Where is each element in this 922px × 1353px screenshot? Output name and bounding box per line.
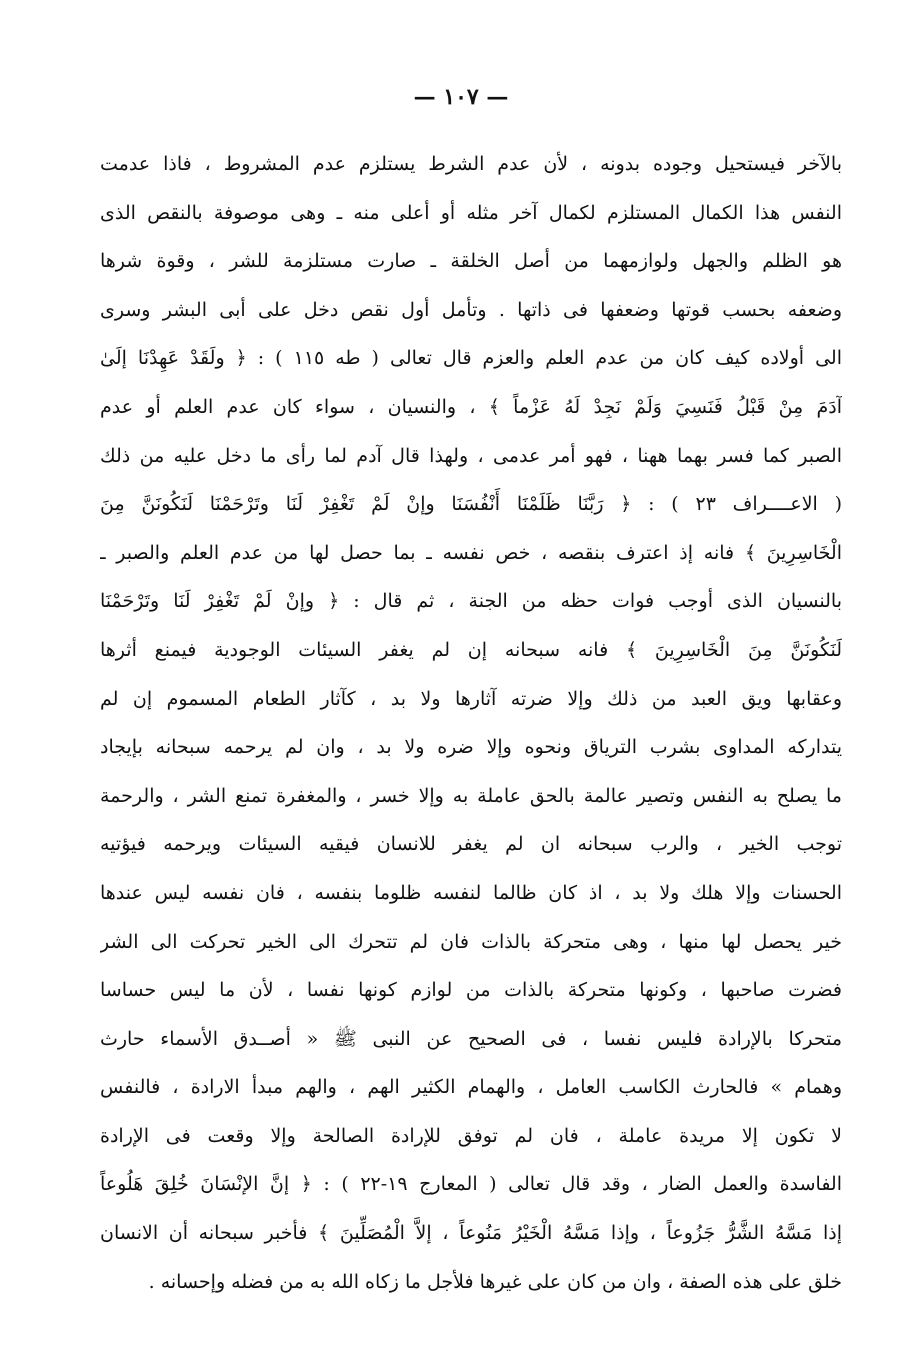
text-line: خلق على هذه الصفة ، وان من كان على غيرها فلأجل ما زكاه الله به من فضله وإحسانه . bbox=[148, 1270, 842, 1293]
text-line: ما يصلح به النفس وتصير عالمة بالحق عاملة به وإلا خسر ، والمغفرة تمنع الشر ، والرحمة bbox=[100, 784, 842, 807]
text-line: النفس هذا الكمال المستلزم لكمال آخر مثله أو أعلى منه ـ وهى موصوفة بالنقص الذى bbox=[100, 201, 842, 224]
text-line: بالنسيان الذى أوجب فوات حظه من الجنة ، ثم قال : ﴿ وإنْ لَمْ تَغْفِرْ لَنَا وتَرْحَمْنَا bbox=[100, 590, 842, 613]
text-line: الصبر كما فسر بهما ههنا ، فهو أمر عدمى ، ولهذا قال آدم لما رأى ما دخل عليه من ذلك bbox=[100, 444, 842, 467]
text-line: الى أولاده كيف كان من عدم العلم والعزم قال تعالى ( طه ١١٥ ) : ﴿ ولَقَدْ عَهِدْنَا إلَىٰ bbox=[100, 347, 842, 370]
text-line: هو الظلم والجهل ولوازمهما من أصل الخلقة ـ صارت مستلزمة للشر ، وقوة شرها bbox=[100, 250, 842, 273]
text-line: يتداركه المداوى بشرب الترياق ونحوه وإلا ضره ولا بد ، وان لم يرحمه سبحانه بإيجاد bbox=[100, 736, 842, 759]
text-line: وهمام » فالحارث الكاسب العامل ، والهمام الكثير الهم ، والهم مبدأ الارادة ، فالنفس bbox=[100, 1076, 842, 1099]
text-line: خير يحصل لها منها ، وهى متحركة بالذات فان لم تتحرك الى الخير تحركت الى الشر bbox=[100, 930, 842, 953]
text-line: الفاسدة والعمل الضار ، وقد قال تعالى ( المعارج ١٩-٢٢ ) : ﴿ إنَّ الإنْسَانَ خُلِقَ هَلُوعاً bbox=[100, 1173, 842, 1196]
page-number: — ١٠٧ — bbox=[413, 84, 509, 110]
text-line: الْخَاسِرِينَ ﴾ فانه إذ اعترف بنقصه ، خص نفسه ـ بما حصل لها من عدم العلم والصبر ـ bbox=[100, 541, 842, 564]
text-line: ( الاعــــراف ٢٣ ) : ﴿ رَبَّنَا ظَلَمْنَا أَنْفُسَنَا وإنْ لَمْ تَغْفِرْ لَنَا وتَرْحَمْنَا لَنَكُونَنَّ مِنَ bbox=[100, 493, 842, 516]
text-line: وضعفه بحسب قوتها وضعفها فى ذاتها . وتأمل أول نقص دخل على أبى البشر وسرى bbox=[100, 298, 842, 321]
text-line: وعقابها ويق العبد من ذلك وإلا ضرته آثارها ولا بد ، كآثار الطعام المسموم إن لم bbox=[100, 687, 842, 710]
text-line: فضرت صاحبها ، وكونها متحركة بالذات من لوازم كونها نفسا ، لأن ما ليس حساسا bbox=[100, 979, 842, 1002]
text-line: آدَمَ مِنْ قَبْلُ فَنَسِيَ وَلَمْ نَجِدْ لَهُ عَزْماً ﴾ ، والنسيان ، سواء كان عدم العلم أو عدم bbox=[100, 395, 842, 418]
text-line: بالآخر فيستحيل وجوده بدونه ، لأن عدم الشرط يستلزم عدم المشروط ، فاذا عدمت bbox=[100, 153, 842, 175]
text-line: إذا مَسَّهُ الشَّرُّ جَزُوعاً ، وإذا مَسَّهُ الْخَيْرُ مَنُوعاً ، إلاَّ الْمُصَلِّينَ ﴾ فأخبر سبحانه أن الانسان bbox=[100, 1222, 842, 1245]
text-line: لَنَكُونَنَّ مِنَ الْخَاسِرِينَ ﴾ فانه سبحانه إن لم يغفر السيئات الوجودية فيمنع أثرها bbox=[100, 638, 842, 661]
text-line: توجب الخير ، والرب سبحانه ان لم يغفر للانسان فيقيه السيئات ويرحمه فيؤتيه bbox=[100, 833, 842, 856]
text-line: لا تكون إلا مريدة عاملة ، فان لم توفق للإرادة الصالحة وإلا وقعت فى الإرادة bbox=[100, 1124, 842, 1147]
text-line: متحركا بالإرادة فليس نفسا ، فى الصحيح عن النبى ﷺ « أصــدق الأسماء حارث bbox=[100, 1027, 842, 1050]
text-line: الحسنات وإلا هلك ولا بد ، اذ كان ظالما لنفسه ظلوما بنفسه ، فان نفسه ليس عندها bbox=[100, 881, 842, 904]
body-text bbox=[100, 140, 842, 1306]
